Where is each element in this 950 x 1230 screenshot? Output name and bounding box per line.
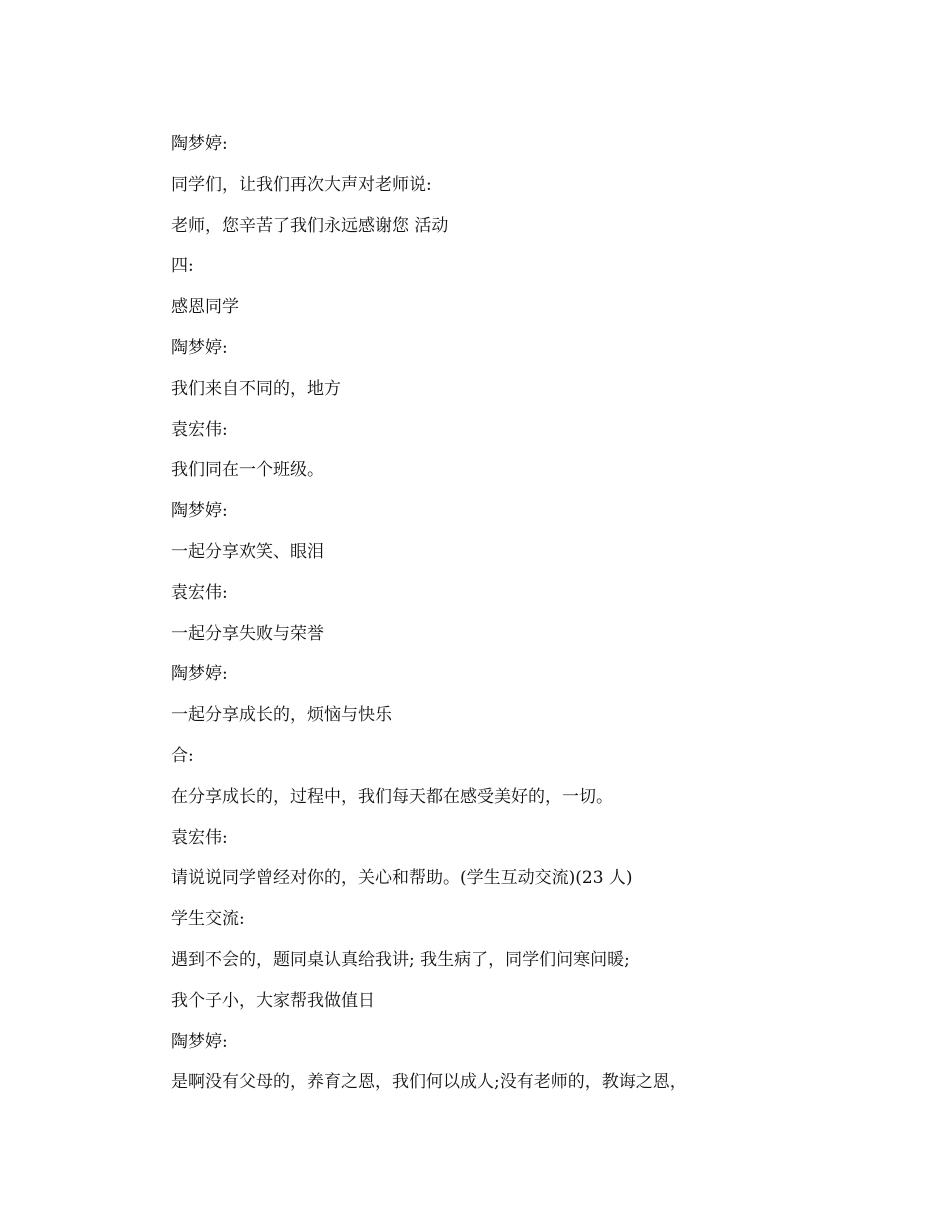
text-line: 我们来自不同的，地方 — [171, 378, 341, 399]
speaker-line: 陶梦婷: — [171, 1031, 228, 1052]
speaker-line: 合: — [171, 745, 194, 766]
text-line: 遇到不会的，题同桌认真给我讲; 我生病了，同学们问寒问暖; — [171, 949, 630, 970]
text-line: 在分享成长的，过程中，我们每天都在感受美好的，一切。 — [171, 786, 613, 807]
speaker-line: 陶梦婷: — [171, 664, 228, 685]
speaker-line: 袁宏伟: — [171, 582, 228, 603]
speaker-line: 陶梦婷: — [171, 337, 228, 358]
text-line: 请说说同学曾经对你的，关心和帮助。(学生互动交流)(23 人) — [171, 868, 633, 889]
text-line: 是啊没有父母的，养育之恩，我们何以成人;没有老师的，教诲之恩， — [171, 1072, 687, 1093]
speaker-line: 陶梦婷: — [171, 501, 228, 522]
text-line: 一起分享成长的，烦恼与快乐 — [171, 705, 392, 726]
section-heading: 感恩同学 — [171, 297, 239, 318]
text-line: 四: — [171, 256, 194, 277]
speaker-line: 袁宏伟: — [171, 419, 228, 440]
document-body — [171, 130, 891, 1109]
speaker-line: 陶梦婷: — [171, 134, 228, 154]
speaker-line: 袁宏伟: — [171, 827, 228, 848]
speaker-line: 学生交流: — [171, 909, 245, 930]
text-line: 一起分享欢笑、眼泪 — [171, 541, 324, 562]
text-line: 我们同在一个班级。 — [171, 460, 324, 481]
text-line: 一起分享失败与荣誉 — [171, 623, 324, 644]
text-line: 老师，您辛苦了我们永远感谢您 活动 — [171, 215, 449, 236]
text-line: 同学们，让我们再次大声对老师说: — [171, 174, 432, 195]
text-line: 我个子小，大家帮我做值日 — [171, 990, 375, 1011]
